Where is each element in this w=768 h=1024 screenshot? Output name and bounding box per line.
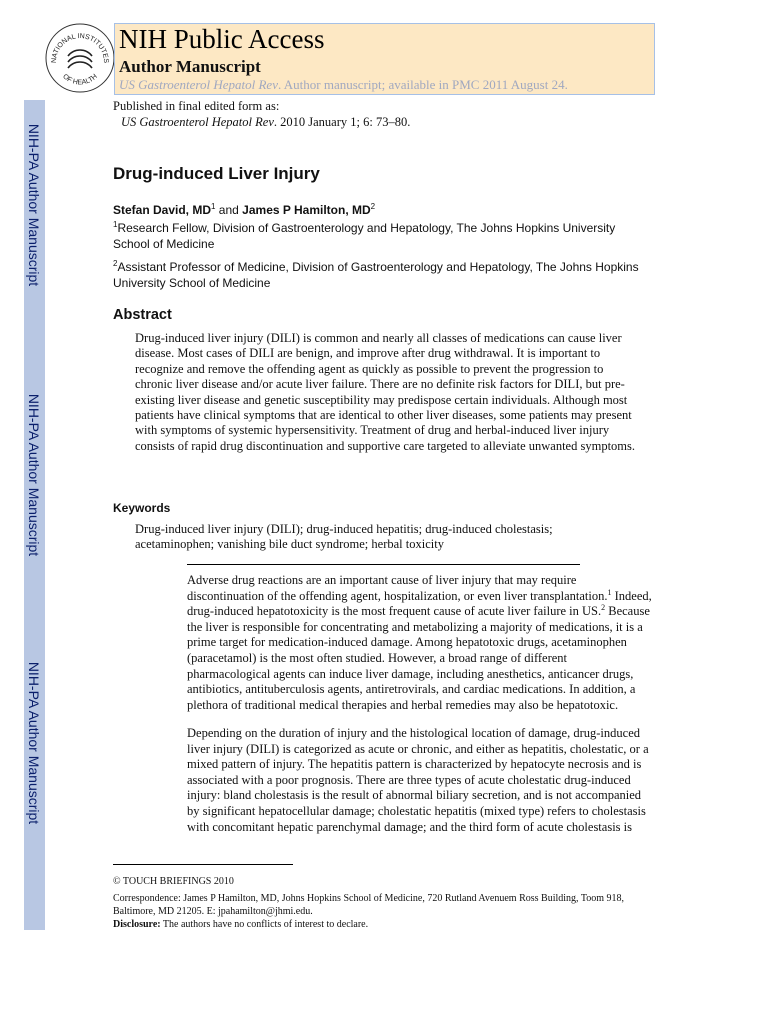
correspondence-note: Correspondence: James P Hamilton, MD, Johns Hopkins School of Medicine, 720 Rutland Avenuem Ross Building, Toom 918, Baltimore, MD 21205. E: jpahamilton@jhmi.edu. bbox=[113, 893, 625, 917]
sidebar-label-2: NIH-PA Author Manuscript bbox=[26, 393, 43, 557]
footnote-divider bbox=[113, 864, 293, 865]
banner-title: NIH Public Access bbox=[119, 24, 325, 54]
publication-info: Published in final edited form as: US Gastroenterol Hepatol Rev. 2010 January 1; 6: 73–80. bbox=[113, 99, 411, 129]
affiliation-1: $^1$Research Fellow, Division of Gastroenterology and Hepatology, The Johns Hopkins University School of Medicine bbox=[113, 220, 616, 251]
section-divider bbox=[187, 564, 580, 565]
keywords-text: Drug-induced liver injury (DILI); drug-induced hepatitis; drug-induced cholestasis; acetaminophen; vanishing bile duct syndrome; herbal toxicity bbox=[135, 522, 553, 552]
body-paragraph-1: Adverse drug reactions are an important cause of liver injury that may require discontinuation of the offending agent, hospitalization, or even liver transplantation.$^1$ Indeed, drug-induced hepatotoxicity is the most frequent cause of acute liver failure in US.$^2$ Because the liver is responsible for concentrating and metabolizing a majority of medications, it is a prime target for medication-induced damage. Among hepatotoxic drugs, acetaminophen (paracetamol) is the most often studied. However, a broad range of different pharmacological agents can induce liver damage, including anesthetics, anticancer drugs, antibiotics, antituberculosis agents, antiretrovirals, and cardiac medications. In addition, a plethora of traditional medical therapies and herbal remedies may also be hepatotoxic. bbox=[187, 573, 652, 712]
nih-public-access-banner bbox=[114, 23, 655, 95]
abstract-heading: Abstract bbox=[113, 307, 172, 323]
author-list: Stefan David, $MD^1$ and James P Hamilton, $MD^2$ bbox=[113, 202, 376, 217]
keywords-heading: Keywords bbox=[113, 501, 171, 515]
sidebar-label-1: NIH-PA Author Manuscript bbox=[26, 123, 43, 287]
svg-text:OF HEALTH: OF HEALTH bbox=[61, 73, 99, 87]
copyright-note: © TOUCH BRIEFINGS 2010 bbox=[113, 876, 234, 887]
affiliation-2: $^2$Assistant Professor of Medicine, Division of Gastroenterology and Hepatology, The Johns Hopkins University School of Medicine bbox=[113, 259, 639, 290]
nih-seal-logo bbox=[44, 22, 116, 94]
disclosure-note: Disclosure: The authors have no conflicts of interest to declare. bbox=[113, 919, 369, 930]
svg-text:NATIONAL INSTITUTES: NATIONAL INSTITUTES bbox=[50, 32, 110, 64]
banner-citation: US Gastroenterol Hepatol Rev. Author manuscript; available in PMC 2011 August 24. bbox=[119, 77, 568, 92]
abstract-text: Drug-induced liver injury (DILI) is common and nearly all classes of medications can cause liver disease. Most cases of DILI are benign, and improve after drug withdrawal. It is important to recognize and remove the offending agent as quickly as possible to prevent the progression to chronic liver disease and/or acute liver failure. There are no definite risk factors for DILI, but pre-existing liver disease and genetic susceptibility may predispose certain individuals. Although most patients have clinical symptoms that are identical to other liver diseases, some patients may present with symptoms of systemic hypersensitivity. Treatment of drug and herbal-induced liver injury consists of rapid drug discontinuation and supportive care targeted to alleviate unwanted symptoms. bbox=[135, 331, 635, 453]
sidebar-label-3: NIH-PA Author Manuscript bbox=[26, 661, 43, 825]
banner-subtitle: Author Manuscript bbox=[119, 57, 261, 76]
article-title: Drug-induced Liver Injury bbox=[113, 164, 320, 183]
body-paragraph-2: Depending on the duration of injury and the histological location of damage, drug-induced liver injury (DILI) is categorized as acute or chronic, and either as hepatitis, cholestatic, or a mixed pattern of injury. The hepatitis pattern is characterized by hepatocyte necrosis and is associated with a poor prognosis. There are three types of acute cholestatic drug-induced injury: bland cholestasis is the result of abnormal biliary secretion, and is not accompanied by significant hepatocellular damage; cholestatic hepatitis (mixed type) refers to cholestasis with concomitant hepatic parenchymal damage; and the third form of acute cholestasis is bbox=[187, 726, 649, 834]
sidebar bbox=[24, 100, 45, 930]
